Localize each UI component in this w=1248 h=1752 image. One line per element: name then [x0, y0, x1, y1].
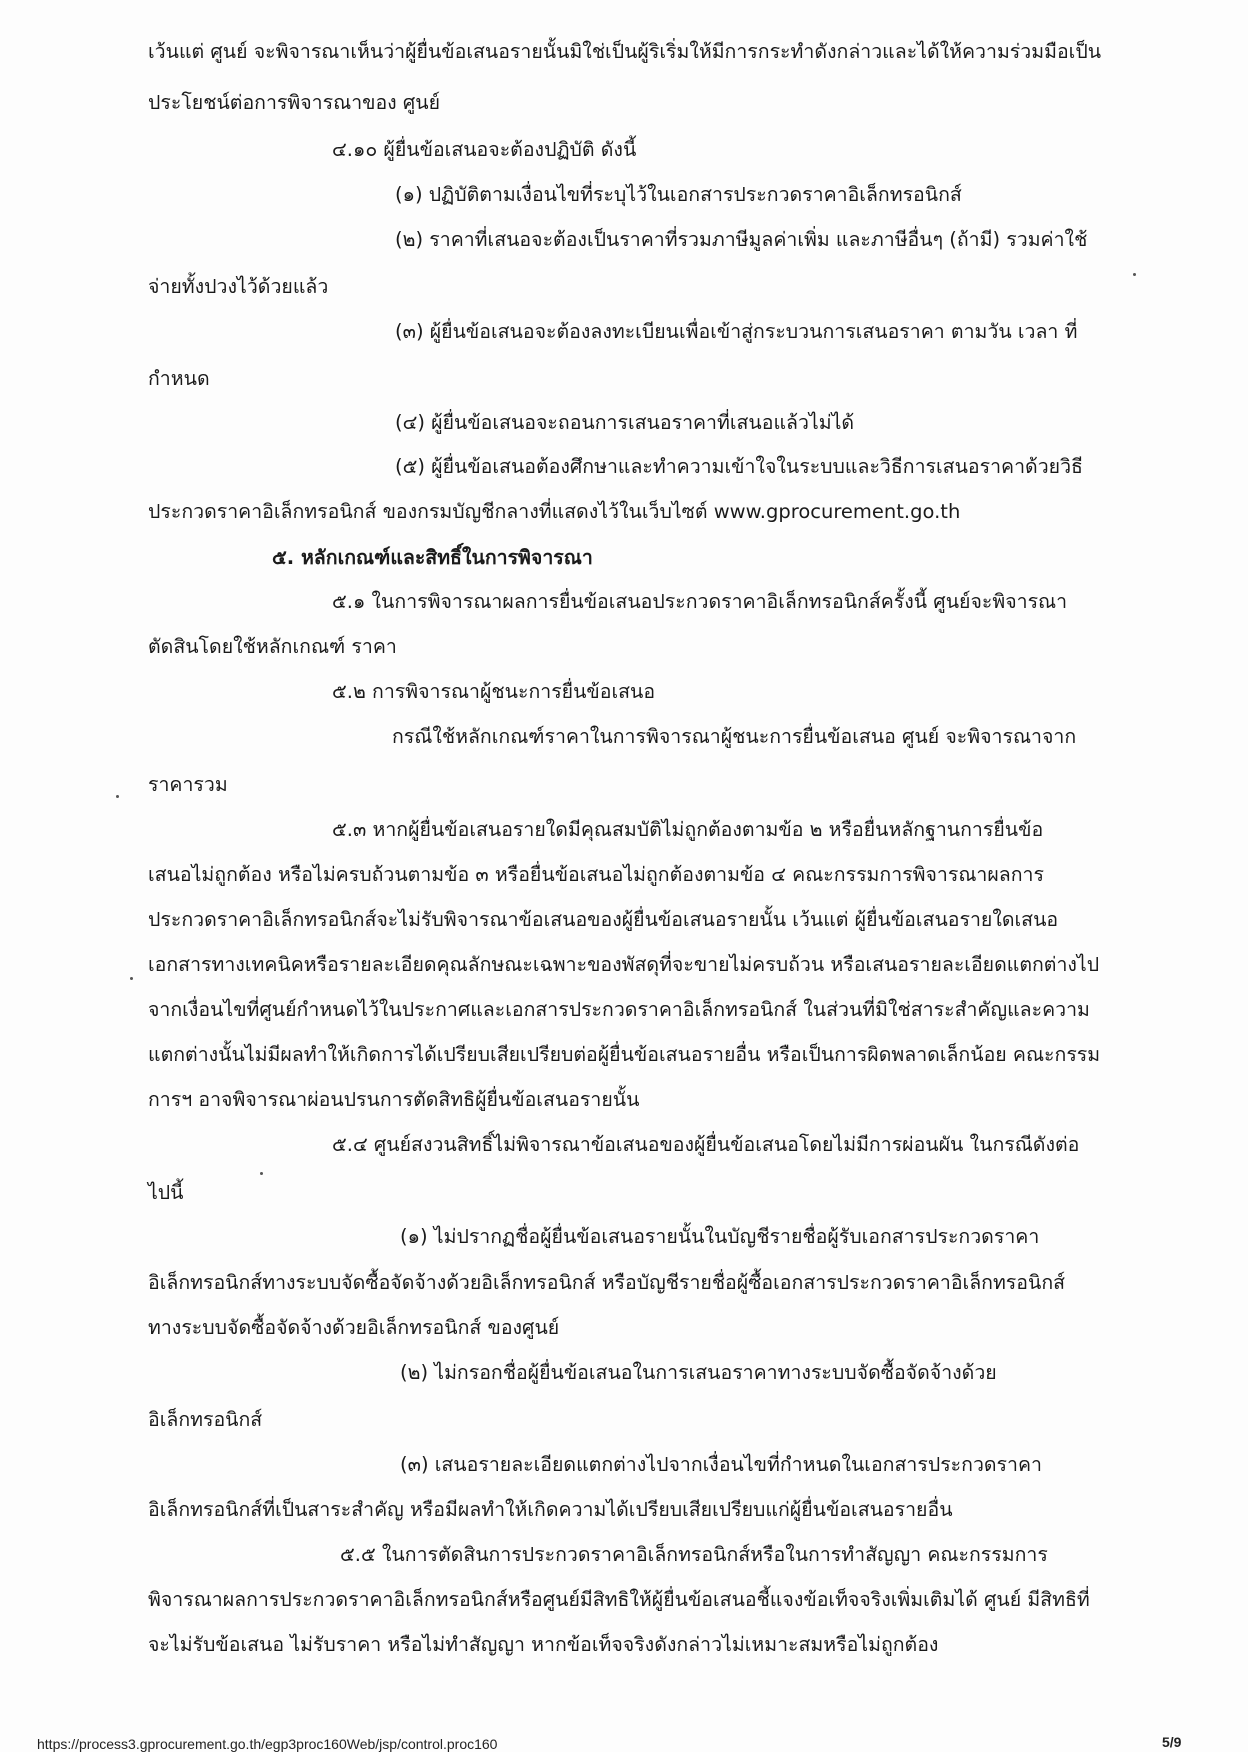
- body-text-line: เว้นแต่ ศูนย์ จะพิจารณาเห็นว่าผู้ยื่นข้อเสนอรายนั้นมิใช่เป็นผู้ริเริ่มให้มีการกระทำดังกล่าวและได้ให้ความร่วมมือเป็น: [148, 40, 1102, 63]
- body-text-line: ทางระบบจัดซื้อจัดจ้างด้วยอิเล็กทรอนิกส์ ของศูนย์: [148, 1316, 560, 1339]
- body-text-line: พิจารณาผลการประกวดราคาอิเล็กทรอนิกส์หรือศูนย์มีสิทธิให้ผู้ยื่นข้อเสนอชี้แจงข้อเท็จจริงเพิ่มเติมได้ ศูนย์ มีสิทธิที่: [148, 1588, 1090, 1611]
- body-text-line: เสนอไม่ถูกต้อง หรือไม่ครบถ้วนตามข้อ ๓ หรือยื่นข้อเสนอไม่ถูกต้องตามข้อ ๔ คณะกรรมการพิจารณาผลการ: [148, 863, 1044, 886]
- body-text-line: ประโยชน์ต่อการพิจารณาของ ศูนย์: [148, 91, 441, 114]
- clause-item: (๓) ผู้ยื่นข้อเสนอจะต้องลงทะเบียนเพื่อเข้าสู่กระบวนการเสนอราคา ตามวัน เวลา ที่: [395, 320, 1078, 343]
- clause-5-3: ๕.๓ หากผู้ยื่นข้อเสนอรายใดมีคุณสมบัติไม่ถูกต้องตามข้อ ๒ หรือยื่นหลักฐานการยื่นข้อ: [332, 818, 1044, 841]
- body-text-line: การฯ อาจพิจารณาผ่อนปรนการตัดสิทธิผู้ยื่นข้อเสนอรายนั้น: [148, 1088, 640, 1111]
- body-text-line: อิเล็กทรอนิกส์ทางระบบจัดซื้อจัดจ้างด้วยอิเล็กทรอนิกส์ หรือบัญชีรายชื่อผู้ซื้อเอกสารประกวดราคาอิเล็กทรอนิกส์: [148, 1271, 1066, 1294]
- body-text-line: อิเล็กทรอนิกส์ที่เป็นสาระสำคัญ หรือมีผลทำให้เกิดความได้เปรียบเสียเปรียบแก่ผู้ยื่นข้อเสนอรายอื่น: [148, 1498, 953, 1521]
- section-5-heading: ๕. หลักเกณฑ์และสิทธิ์ในการพิจารณา: [272, 546, 593, 569]
- body-text-line: แตกต่างนั้นไม่มีผลทำให้เกิดการได้เปรียบเสียเปรียบต่อผู้ยื่นข้อเสนอรายอื่น หรือเป็นการผิดพลาดเล็กน้อย คณะกรรม: [148, 1043, 1101, 1066]
- body-text-line: กรณีใช้หลักเกณฑ์ราคาในการพิจารณาผู้ชนะการยื่นข้อเสนอ ศูนย์ จะพิจารณาจาก: [392, 725, 1077, 748]
- clause-item: (๒) ไม่กรอกชื่อผู้ยื่นข้อเสนอในการเสนอราคาทางระบบจัดซื้อจัดจ้างด้วย: [400, 1361, 997, 1384]
- clause-item: (๑) ไม่ปรากฏชื่อผู้ยื่นข้อเสนอรายนั้นในบัญชีรายชื่อผู้รับเอกสารประกวดราคา: [400, 1225, 1040, 1248]
- body-text-line: ประกวดราคาอิเล็กทรอนิกส์จะไม่รับพิจารณาข้อเสนอของผู้ยื่นข้อเสนอรายนั้น เว้นแต่ ผู้ยื่นข้อเสนอรายใดเสนอ: [148, 908, 1059, 931]
- scan-speck: [260, 1172, 263, 1175]
- body-text-line: ตัดสินโดยใช้หลักเกณฑ์ ราคา: [148, 635, 397, 658]
- clause-item: (๒) ราคาที่เสนอจะต้องเป็นราคาที่รวมภาษีมูลค่าเพิ่ม และภาษีอื่นๆ (ถ้ามี) รวมค่าใช้: [395, 228, 1088, 251]
- clause-5-5: ๕.๕ ในการตัดสินการประกวดราคาอิเล็กทรอนิกส์หรือในการทำสัญญา คณะกรรมการ: [340, 1543, 1048, 1566]
- body-text-line: จากเงื่อนไขที่ศูนย์กำหนดไว้ในประกาศและเอกสารประกวดราคาอิเล็กทรอนิกส์ ในส่วนที่มิใช่สาระสำคัญและความ: [148, 998, 1090, 1021]
- body-text-line: อิเล็กทรอนิกส์: [148, 1408, 263, 1431]
- body-text-line: กำหนด: [148, 367, 210, 390]
- clause-4-10-heading: ๔.๑๐ ผู้ยื่นข้อเสนอจะต้องปฏิบัติ ดังนี้: [332, 138, 637, 161]
- clause-item: (๑) ปฏิบัติตามเงื่อนไขที่ระบุไว้ในเอกสารประกวดราคาอิเล็กทรอนิกส์: [395, 183, 962, 206]
- scan-speck: [116, 795, 119, 798]
- clause-5-1: ๕.๑ ในการพิจารณาผลการยื่นข้อเสนอประกวดราคาอิเล็กทรอนิกส์ครั้งนี้ ศูนย์จะพิจารณา: [332, 590, 1068, 613]
- clause-5-4: ๕.๔ ศูนย์สงวนสิทธิ์ไม่พิจารณาข้อเสนอของผู้ยื่นข้อเสนอโดยไม่มีการผ่อนผัน ในกรณีดังต่อ: [332, 1133, 1080, 1156]
- clause-5-2: ๕.๒ การพิจารณาผู้ชนะการยื่นข้อเสนอ: [332, 680, 656, 703]
- page-number: 5/9: [1162, 1734, 1182, 1750]
- body-text-line: จะไม่รับข้อเสนอ ไม่รับราคา หรือไม่ทำสัญญา หากข้อเท็จจริงดังกล่าวไม่เหมาะสมหรือไม่ถูกต้อง: [148, 1633, 939, 1656]
- clause-item: (๓) เสนอรายละเอียดแตกต่างไปจากเงื่อนไขที่กำหนดในเอกสารประกวดราคา: [400, 1453, 1042, 1476]
- scan-speck: [1133, 273, 1136, 276]
- footer-url: https://process3.gprocurement.go.th/egp3proc160Web/jsp/control.proc160: [37, 1736, 498, 1752]
- body-text-line: ประกวดราคาอิเล็กทรอนิกส์ ของกรมบัญชีกลางที่แสดงไว้ในเว็บไซต์ www.gprocurement.go.th: [148, 500, 961, 523]
- body-text-line: ไปนี้: [148, 1181, 184, 1204]
- body-text-line: จ่ายทั้งปวงไว้ด้วยแล้ว: [148, 275, 329, 298]
- clause-item: (๕) ผู้ยื่นข้อเสนอต้องศึกษาและทำความเข้าใจในระบบและวิธีการเสนอราคาด้วยวิธี: [395, 455, 1083, 478]
- scan-speck: [130, 977, 133, 980]
- body-text-line: เอกสารทางเทคนิคหรือรายละเอียดคุณลักษณะเฉพาะของพัสดุที่จะขายไม่ครบถ้วน หรือเสนอรายละเอียดแตกต่างไป: [148, 953, 1100, 976]
- body-text-line: ราคารวม: [148, 773, 228, 796]
- clause-item: (๔) ผู้ยื่นข้อเสนอจะถอนการเสนอราคาที่เสนอแล้วไม่ได้: [395, 411, 855, 434]
